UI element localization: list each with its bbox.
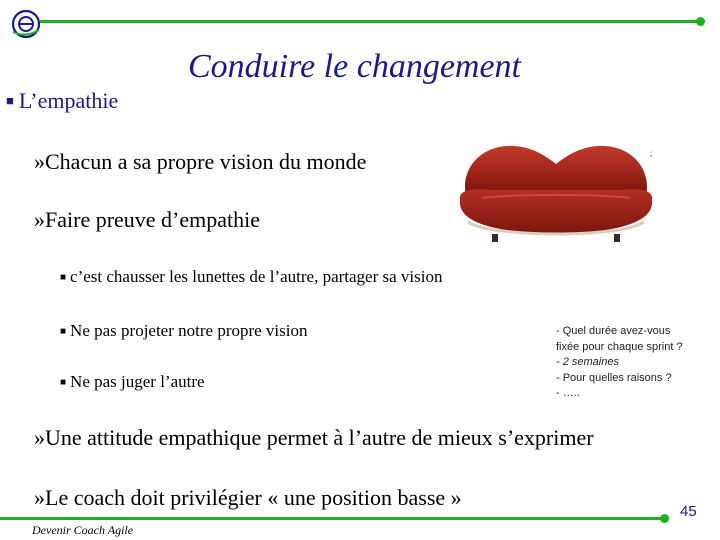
image-mark: ; (650, 148, 653, 158)
note-line: - Quel durée avez-vous (556, 325, 671, 337)
page-number: 45 (680, 503, 697, 520)
org-logo-icon (10, 8, 42, 40)
lips-sofa-image (452, 138, 660, 246)
sub-bullet-label: c’est chausser les lunettes de l’autre, partager sa vision (70, 267, 443, 286)
top-divider-dot (696, 17, 705, 26)
square-bullet-icon: ■ (60, 326, 67, 337)
sub-bullet-item (60, 267, 443, 287)
bullet-item: »Une attitude empathique permet à l’autre de mieux s’exprimer (34, 425, 594, 450)
sub-bullet-item (60, 321, 308, 341)
section-heading-label: L’empathie (18, 88, 119, 113)
square-bullet-icon: ■ (60, 377, 67, 388)
bullet-item: »Le coach doit privilégier « une position basse » (34, 485, 462, 510)
note-line: - Pour quelles raisons ? (556, 371, 672, 384)
square-bullet-icon: ■ (6, 93, 14, 108)
square-bullet-icon: ■ (60, 272, 67, 283)
bottom-divider-dot (660, 514, 669, 523)
note-line: - 2 semaines (556, 356, 619, 368)
bullet-item: »Faire preuve d’empathie (34, 207, 261, 232)
bottom-divider (0, 517, 664, 520)
section-heading (6, 88, 118, 114)
footer-text: Devenir Coach Agile (32, 523, 134, 537)
note-line: - ….. (556, 387, 580, 399)
sub-bullet-label: Ne pas projeter notre propre vision (70, 321, 308, 340)
top-divider (40, 20, 704, 23)
note-line: fixée pour chaque sprint ? (556, 340, 683, 353)
slide-title: Conduire le changement (188, 48, 521, 85)
dialogue-note (556, 324, 683, 402)
sub-bullet-item (60, 372, 205, 392)
sub-bullet-label: Ne pas juger l’autre (70, 372, 205, 391)
bullet-item: »Chacun a sa propre vision du monde (34, 149, 367, 174)
